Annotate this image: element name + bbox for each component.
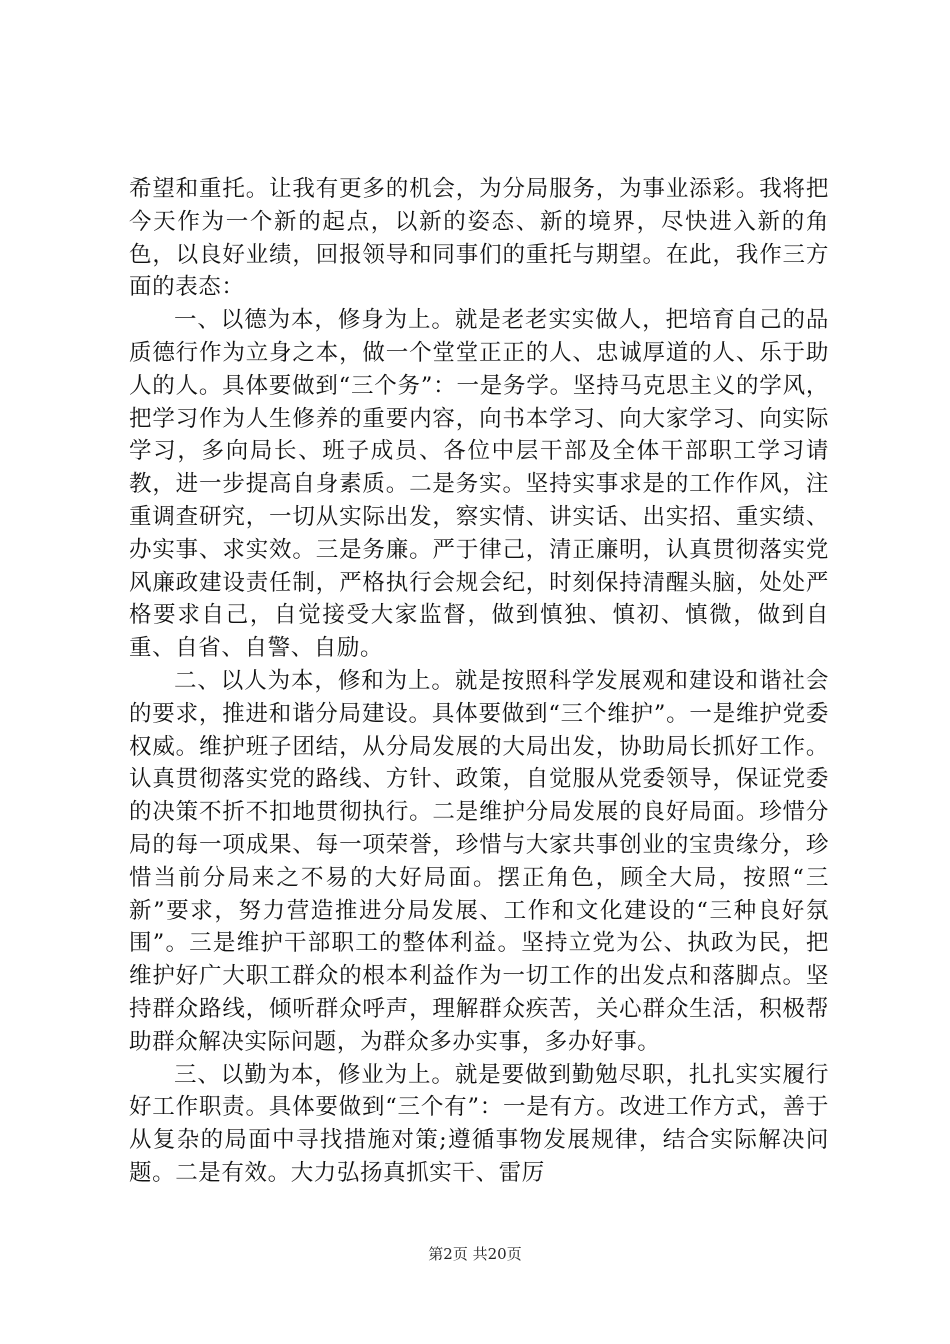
page-number-label: 第2页 共20页 <box>428 1245 522 1263</box>
paragraph-point-two: 二、以人为本，修和为上。就是按照科学发展观和建设和谐社会的要求，推进和谐分局建设。具体要做到“三个维护”。一是维护党委权威。维护班子团结，从分局发展的大局出发，协助局长抓好工作。认真贯彻落实党的路线、方针、政策，自觉服从党委领导，保证党委的决策不折不扣地贯彻执行。二是维护分局发展的良好局面。珍惜分局的每一项成果、每一项荣誉，珍惜与大家共事创业的宝贵缘分，珍惜当前分局来之不易的大好局面。摆正角色，顾全大局，按照“三新”要求，努力营造推进分局发展、工作和文化建设的“三种良好氛围”。三是维护干部职工的整体利益。坚持立党为公、执政为民，把维护好广大职工群众的根本利益作为一切工作的出发点和落脚点。坚持群众路线，倾听群众呼声，理解群众疾苦，关心群众生活，积极帮助群众解决实际问题，为群众多办实事，多办好事。 <box>129 667 829 1055</box>
paragraph-intro: 希望和重托。让我有更多的机会，为分局服务，为事业添彩。我将把今天作为一个新的起点，以新的姿态、新的境界，尽快进入新的角色，以良好业绩，回报领导和同事们的重托与期望。在此，我作三方面的表态： <box>129 176 829 301</box>
document-body <box>129 173 829 1190</box>
paragraph-point-three: 三、以勤为本，修业为上。就是要做到勤勉尽职，扎扎实实履行好工作职责。具体要做到“三个有”：一是有方。改进工作方式，善于从复杂的局面中寻找措施对策;遵循事物发展规律，结合实际解决问题。二是有效。大力弘扬真抓实干、雷厉 <box>129 1061 829 1186</box>
paragraph-point-one: 一、以德为本，修身为上。就是老老实实做人，把培育自己的品质德行作为立身之本，做一个堂堂正正的人、忠诚厚道的人、乐于助人的人。具体要做到“三个务”：一是务学。坚持马克思主义的学风，把学习作为人生修养的重要内容，向书本学习、向大家学习、向实际学习，多向局长、班子成员、各位中层干部及全体干部职工学习请教，进一步提高自身素质。二是务实。坚持实事求是的工作作风，注重调查研究，一切从实际出发，察实情、讲实话、出实招、重实绩、办实事、求实效。三是务廉。严于律己，清正廉明，认真贯彻落实党风廉政建设责任制，严格执行会规会纪，时刻保持清醒头脑，处处严格要求自己，自觉接受大家监督，做到慎独、慎初、慎微，做到自重、自省、自警、自励。 <box>129 307 829 662</box>
page-footer <box>0 1243 950 1264</box>
